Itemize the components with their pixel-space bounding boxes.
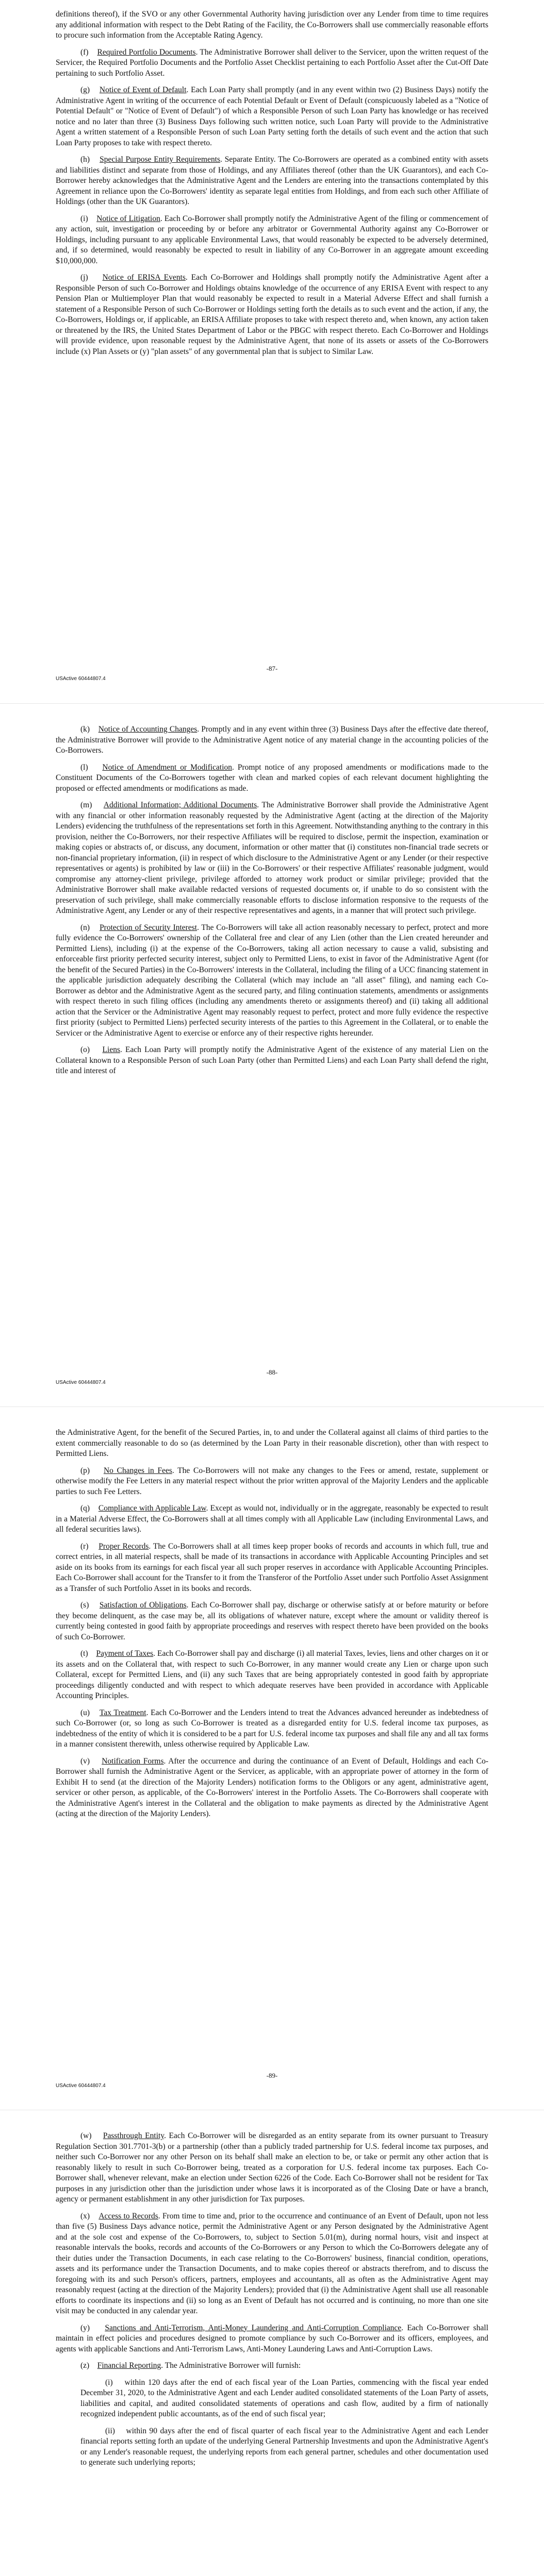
section-h: (h) Special Purpose Entity Requirements. Separate Entity. The Co-Borrowers are operated as a combined entity with assets and liabilities distinct and separate from those of Holdings, and any Affiliates thereof (other than the UK Guarantors), and each Co-Borrower hereby acknowledges that the Administrative Agent and the Lenders are entering into the transactions contemplated by this Agreement in reliance upon the Co-Borrowers' identity as separate legal entities from Holdings, and from each such other Affiliate of Holdings (other than the UK Guarantors). — [56, 155, 489, 206]
page-number: -87- — [266, 665, 278, 672]
section-j: (j) Notice of ERISA Events. Each Co-Borrower and Holdings shall promptly notify the Administrative Agent after a Responsible Person of such Co-Borrower and Holdings obtains knowledge of the occurrence of any ERISA Event with respect to any Pension Plan or Multiemployer Plan that would reasonably be expected to result in a Material Adverse Effect and shall furnish a statement of a Responsible Person of such Co-Borrower or Holdings setting forth the details as to such event and the action, if any, the Co-Borrowers, Holdings or, if applicable, an ERISA Affiliate proposes to take with respect thereto and, when known, any action taken or threatened by the IRS, the United States Department of Labor or the PBGC with respect thereto. Each Co-Borrower and Holdings will provide evidence, upon reasonable request by the Administrative Agent, that none of its assets or assets of the Co-Borrowers include (x) Plan Assets or (y) "plan assets" of any governmental plan that is subject to Similar Law. — [56, 273, 488, 356]
section-n: (n) Protection of Security Interest. The Co-Borrowers will take all action reasonably necessary to perfect, protect and more fully evidence the Co-Borrowers' ownership of the Collateral free and clear of any Lien (other than the Lien created hereunder and Permitted Liens), including (i) at the expense of the Co-Borrowers, taking all action necessary to cause a valid, subsisting and enforceable first priority perfected security interest, subject only to Permitted Liens, to exist in favor of the Administrative Agent (for the benefit of the Secured Parties) in the Co-Borrowers' interests in the Collateral, including the filing of a UCC financing statement in the applicable jurisdiction adequately describing the Collateral (which may include an "all asset" filing), and naming each Co-Borrower as debtor and the Administrative Agent as the secured party, and filing continuation statements, amendments or assignments with respect thereto in such filing offices (including any amendments thereto or assignments thereof) and (ii) taking all additional action that the Servicer or the Administrative Agent may reasonably request to perfect, protect and more fully evidence the respective first priority (subject to Permitted Liens) perfected security interests of the parties to this Agreement in the Collateral, or to enable the Servicer or the Administrative Agent to exercise or enforce any of their respective rights hereunder. — [56, 923, 488, 1038]
subsection-z-i: (i) within 120 days after the end of each fiscal year of the Loan Parties, commencing with the fiscal year ended December 31, 2020, to the Administrative Agent and each Lender audited consolidated statements of the Loan Party of assets, liabilities and capital, and audited consolidated statements of operations and cash flow, audited by a firm of nationally recognized independent public accountants, as of the end of such fiscal year; — [80, 2378, 489, 2418]
page-90 — [0, 2110, 544, 2576]
document-id: USActive 60444807.4 — [56, 2083, 106, 2089]
paragraph-continuation: definitions thereof), if the SVO or any other Governmental Authority having jurisdiction over any Lender from time to time requires any additional information with respect to the Debt Rating of the Facility, the Co-Borrowers shall use commercially reasonable efforts to procure such information from the Acceptable Rating Agency. — [56, 10, 488, 40]
document-id: USActive 60444807.4 — [56, 676, 106, 682]
section-i: (i) Notice of Litigation. Each Co-Borrower shall promptly notify the Administrative Agent of the filing or commencement of any action, suit, investigation or proceeding by or before any arbitrator or Governmental Authority against any Co-Borrower or Holdings, including pursuant to any applicable Environmental Laws, that would reasonably be expected to be adversely determined, and, if so determined, would reasonably be expected to result in liability of any Co-Borrower in an aggregate amount exceeding $10,000,000. — [56, 214, 488, 265]
section-z: (z) Financial Reporting. The Administrative Borrower will furnish: — [80, 2361, 301, 2370]
section-x: (x) Access to Records. From time to time and, prior to the occurrence and continuance of an Event of Default, upon not less than five (5) Business Days advance notice, permit the Administrative Agent or any Person designated by the Administrative Agent and at the sole cost and expense of the Co-Borrowers, to, subject to Section 5.01(m), during normal hours, visit and inspect at reasonable intervals the books, records and accounts of the Co-Borrowers or any Person to which the Co-Borrowers delegate any of their duties under the Transaction Documents, in each case relating to the Co-Borrowers' business, financial condition, operations, assets and its performance under the Transaction Documents, and to make copies thereof or abstracts therefrom, and to discuss the foregoing with its and such Person's officers, partners, employees and accountants, all as often as the Administrative Agent may reasonably request (acting at the direction of the Majority Lenders); provided that (i) the Administrative Agent shall use all reasonable efforts to coordinate its inspections and (ii) so long as an Event of Default has not occurred and is continuing, no more than one site visit may be conducted in any calendar year. — [56, 2211, 489, 2315]
section-f: (f) Required Portfolio Documents. The Administrative Borrower shall deliver to the Servicer, upon the written request of the Servicer, the Required Portfolio Documents and the Portfolio Asset Checklist pertaining to each Portfolio Asset after the Cut-Off Date pertaining to such Portfolio Asset. — [56, 47, 489, 78]
subsection-z-ii: (ii) within 90 days after the end of fiscal quarter of each fiscal year to the Administrative Agent and each Lender financial reports setting forth an update of the underlying General Partnership Investments and upon the Administrative Agent's or any Lender's reasonable request, the underlying reports from each general partner, schedules and other documentation used to generate such underlying reports; — [80, 2426, 489, 2467]
section-l: (l) Notice of Amendment or Modification. Prompt notice of any proposed amendments or modifications made to the Constituent Documents of the Co-Borrowers together with clean and marked copies of each relevant document highlighting the proposed or effected amendments or modifications as made. — [56, 762, 488, 793]
document-id: USActive 60444807.4 — [56, 1380, 106, 1385]
page-number: -89- — [266, 2072, 278, 2079]
section-m: (m) Additional Information; Additional Documents. The Administrative Borrower shall provide the Administrative Agent with any financial or other information reasonably requested by the Administrative Agent (acting at the direction of the Majority Lenders) evidencing the truthfulness of the representations set forth in this Agreement. Notwithstanding anything to the contrary in this provision, neither the Co-Borrowers, nor their respective Affiliates will be required to disclose, permit the inspection, examination or making copies or abstracts of, or discuss, any document, information or other matter that (i) constitutes non-financial trade secrets or non-financial proprietary information, (ii) in respect of which disclosure to the Administrative Agent or any Lender (or their respective representatives or agents) is prohibited by law or (iii) in the Co-Borrowers' or their respective Affiliates' reasonable judgment, would compromise any attorney-client privilege, privilege afforded to attorney work product or similar privilege; provided that the Administrative Borrower shall make available redacted versions of requested documents or, if unable to do so consistent with the preservation of such privilege, shall make commercially reasonable efforts to disclose information responsive to the requests of the Administrative Agent, any Lender or any of their respective representatives and agents, in a manner that will protect such privilege. — [56, 801, 489, 915]
section-r: (r) Proper Records. The Co-Borrowers shall at all times keep proper books of records and accounts in which full, true and correct entries, in all material respects, shall be made of its transactions in accordance with Applicable Accounting Principles and set aside on its books from its earnings for each fiscal year all such proper reserves in accordance with Applicable Accounting Principles. Each Co-Borrower shall account for the Transfer to it from the Transferor of the Portfolio Asset under such Portfolio Asset Assignment as a Transfer of such Portfolio Asset in its books and records. — [56, 1541, 488, 1593]
section-g: (g) Notice of Event of Default. Each Loan Party shall promptly (and in any event within two (2) Business Days) notify the Administrative Agent in writing of the occurrence of each Potential Default or Event of Default (conspicuously labeled as a "Notice of Potential Default" or "Notice of Event of Default") of which a Responsible Person of such Loan Party has knowledge or has received notice and no later than three (3) Business Days following such written notice, such Loan Party will provide to the Administrative Agent a written statement of a Responsible Person of such Loan Party setting forth the details of such event and the action that such Loan Party proposes to take with respect thereto. — [56, 86, 488, 147]
section-v: (v) Notification Forms. After the occurrence and during the continuance of an Event of Default, Holdings and each Co-Borrower shall furnish the Administrative Agent or the Servicer, as applicable, with an appropriate power of attorney in the form of Exhibit H to send (at the direction of the Majority Lenders) notification forms to the Obligors or any agent, administrative agent, servicer or other person, as applicable, of the Co-Borrowers' interest in the Portfolio Assets. The Co-Borrowers shall cooperate with the Administrative Agent's interest in the Collateral and the obligation to make payments as directed by the Administrative Agent (acting at the direction of the Majority Lenders). — [56, 1756, 488, 1818]
section-o: (o) Liens. Each Loan Party will promptly notify the Administrative Agent of the existence of any material Lien on the Collateral known to a Responsible Person of such Loan Party (other than Permitted Liens) and each Loan Party shall defend the right, title and interest of — [56, 1045, 488, 1075]
section-y: (y) Sanctions and Anti-Terrorism, Anti-Money Laundering and Anti-Corruption Compliance. Each Co-Borrower shall maintain in effect policies and procedures designed to promote compliance by such Co-Borrower and its officers, employees, and agents with applicable Sanctions and Anti-Terrorism Laws, Anti-Money Laundering Laws and Anti-Corruption Laws. — [56, 2323, 488, 2353]
page-number: -88- — [266, 1368, 278, 1376]
section-p: (p) No Changes in Fees. The Co-Borrowers will not make any changes to the Fees or amend, restate, supplement or otherwise modify the Fee Letters in any material respect without the prior written approval of the Majority Lenders and the applicable parties to such Fee Letters. — [56, 1466, 489, 1496]
section-w: (w) Passthrough Entity. Each Co-Borrower will be disregarded as an entity separate from its owner pursuant to Treasury Regulation Section 301.7701-3(b) or a partnership (other than a publicly traded partnership for U.S. federal income tax purposes, and neither such Co-Borrower nor any other Person on its behalf shall make an election to be, or take or permit any other action that is reasonably likely to result in such Co-Borrower being, treated as a corporation for U.S. federal income tax purposes. Each Co-Borrower shall, whenever relevant, make an election under Section 6226 of the Code. Each Co-Borrower shall not be resident for Tax purposes in any jurisdiction other than the jurisdiction under whose laws it is incorporated as of the Closing Date or have a branch, agency or permanent establishment in any other jurisdiction for Tax purposes. — [56, 2131, 489, 2204]
section-q: (q) Compliance with Applicable Law. Except as would not, individually or in the aggregate, reasonably be expected to result in a Material Adverse Effect, the Co-Borrowers shall at all times comply with all Applicable Law (including Environmental Laws, and all federal securities laws). — [56, 1504, 488, 1534]
section-t: (t) Payment of Taxes. Each Co-Borrower shall pay and discharge (i) all material Taxes, levies, liens and other charges on it or its assets and on the Collateral that, with respect to such Co-Borrower, in any manner would create any Lien or charge upon such Collateral, except for Permitted Liens, and (ii) any such Taxes that are being appropriately contested in good faith by appropriate proceedings diligently conducted and with respect to which adequate reserves have been provided in accordance with Applicable Accounting Principles. — [56, 1649, 488, 1700]
page-89 — [0, 1406, 544, 2110]
paragraph-continuation: the Administrative Agent, for the benefit of the Secured Parties, in, to and under the Collateral against all claims of third parties to the extent commercially reasonable to do so (as determined by the Loan Party in their reasonable discretion), other than with respect to Permitted Liens. — [56, 1428, 488, 1458]
section-k: (k) Notice of Accounting Changes. Promptly and in any event within three (3) Business Days after the effective date thereof, the Administrative Borrower will provide to the Administrative Agent notice of any material change in the accounting policies of the Co-Borrowers. — [56, 725, 488, 755]
page-88 — [0, 703, 544, 1406]
section-u: (u) Tax Treatment. Each Co-Borrower and the Lenders intend to treat the Advances advanced hereunder as indebtedness of such Co-Borrower (or, so long as such Co-Borrower is treated as a disregarded entity for U.S. federal income tax purposes, as indebtedness of the entity of which it is considered to be a part for U.S. federal income tax purposes and shall file any and all tax forms in a manner consistent therewith, unless otherwise required by Applicable Law. — [56, 1708, 489, 1749]
page-87 — [0, 0, 544, 703]
section-s: (s) Satisfaction of Obligations. Each Co-Borrower shall pay, discharge or otherwise satisfy at or before maturity or before they become delinquent, as the case may be, all its obligations of whatever nature, except where the amount or validity thereof is currently being contested in good faith by appropriate proceedings and reserves with respect thereto have been provided on the books of such Co-Borrower. — [56, 1601, 489, 1641]
